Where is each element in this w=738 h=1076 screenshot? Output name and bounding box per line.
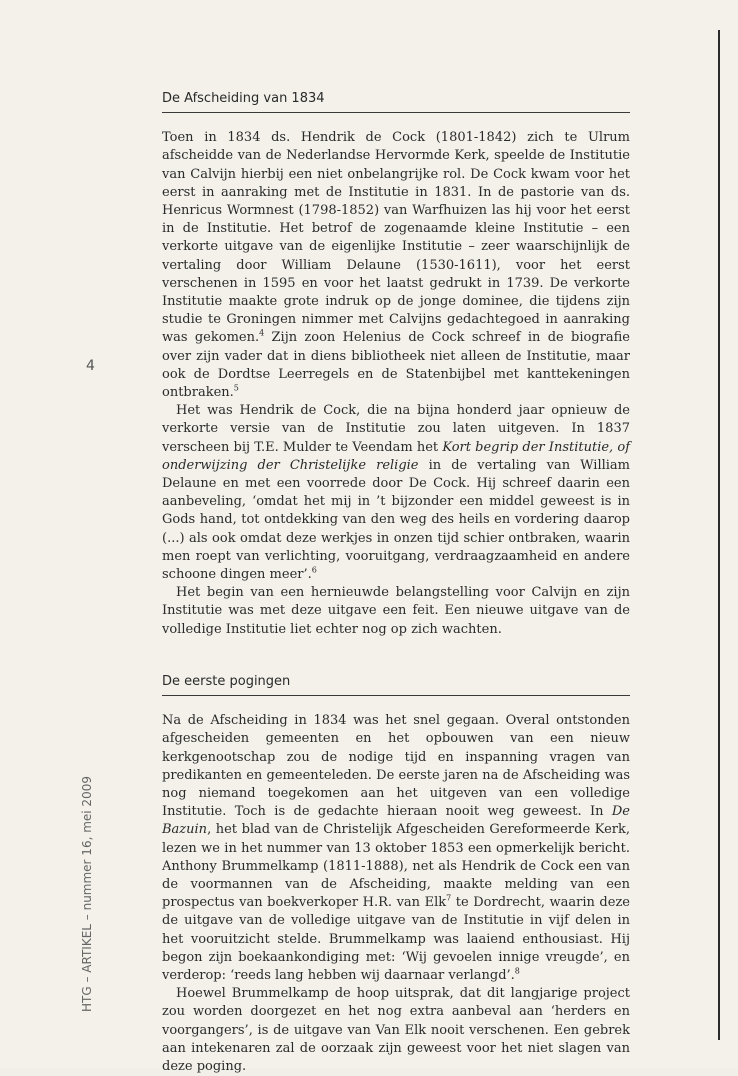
paragraph (162, 712, 630, 985)
book-title: Kort begrip der Institutie, of onderwijzing der Christelijke religie (162, 439, 631, 473)
paragraph-text: Na de Afscheiding in 1834 was het snel gegaan. Overal ontstonden afgescheiden gemeenten en het opbouwen van een nieuw kerkgenootschap zou de nodige tijd en inspanning vragen van predikanten en gemeenteleden. De eerste jaren na de Afscheiding was nog niemand toegekomen aan het uitgeven van een volledige Institutie. Toch is de gedachte hieraan nooit weg geweest. In (162, 713, 630, 820)
paragraph: Hoewel Brummelkamp de hoop uitsprak, dat dit langjarige project zou worden doorgezet en het nog extra aanbeval aan ‘herders en voorgangers’, is de uitgave van Van Elk nooit verschenen. Een gebrek aan intekenaren zal de oorzaak zijn geweest voor het niet slagen van deze poging. (162, 986, 630, 1074)
periodical-title: De Bazuin (162, 804, 630, 838)
footnote-marker[interactable]: 7 (446, 893, 452, 903)
footnote-marker[interactable]: 6 (311, 565, 317, 575)
paragraph-text: Toen in 1834 ds. Hendrik de Cock (1801-1842) zich te Ulrum afscheidde van de Nederlandse Hervormde Kerk, speelde de Institutie van Calvijn hierbij een niet onbelangrijke rol. De Cock kwam voor het eerst in aanraking met de Institutie in 1831. In de pastorie van ds. Henricus Wormnest (1798-1852) van Warfhuizen las hij voor het eerst in de Institutie. Het betrof de zogenaamde kleine Institutie – een verkorte uitgave van de eigenlijke Institutie – zeer waarschijnlijk de vertaling door William Delaune (1530-1611), voor het eerst verschenen in 1595 en voor het laatst gedrukt in 1739. De verkorte Institutie maakte grote indruk op de jonge dominee, die tijdens zijn studie te Groningen nimmer met Calvijns gedachtegoed in aanraking was gekomen. (162, 130, 630, 346)
paragraph (162, 129, 630, 402)
running-head-container (80, 692, 108, 1012)
paragraph (162, 402, 630, 584)
page-edge-rule (718, 30, 720, 1040)
paragraph-text: in de vertaling van William Delaune en met een voorrede door De Cock. Hij schreef daarin een aanbeveling, ‘omdat het mij in ’t bijzonder een middel geweest is in Gods hand, tot ontdekking van den weg des heils en vordering daarop (...) als ook omdat deze werkjes in onzen tijd schier ontbraken, waarin men roept van verlichting, vooruitgang, verdraagzaamheid en andere schoone dingen meer’. (162, 457, 630, 583)
paragraph-text: te Dordrecht, waarin deze de uitgave van de volledige uitgave van de Institutie in vijf delen in het vooruitzicht stelde. Brummelkamp was laaiend enthousiast. Hij begon zijn boekaankondiging met: ‘Wij gevoelen innige vreugde’, en verderop: ‘reeds lang hebben wij daarnaar verlangd’. (162, 895, 630, 983)
paragraph-text: , het blad van de Christelijk Afgescheiden Gereformeerde Kerk, lezen we in het nummer van 13 oktober 1853 een opmerkelijk bericht. Anthony Brummelkamp (1811-1888), net als Hendrik de Cock een van de voormannen van de Afscheiding, maakte melding van een prospectus van boekverkoper H.R. van Elk (162, 822, 630, 911)
footnote-marker[interactable]: 8 (514, 966, 520, 976)
section-heading-eerste-pogingen: De eerste pogingen (162, 673, 630, 696)
paragraph: Het begin van een hernieuwde belangstelling voor Calvijn en zijn Institutie was met deze uitgave een feit. Een nieuwe uitgave van de volledige Institutie liet echter nog op zich wachten. (162, 585, 630, 637)
footnote-marker[interactable]: 4 (259, 329, 265, 339)
section-heading-afscheiding: De Afscheiding van 1834 (162, 90, 630, 113)
paragraph-text: Het was Hendrik de Cock, die na bijna honderd jaar opnieuw de verkorte versie van de Institutie zou laten uitgeven. In 1837 verscheen bij T.E. Mulder te Veendam het (162, 403, 630, 455)
page-number: 4 (86, 358, 95, 374)
paragraph-text: Zijn zoon Helenius de Cock schreef in de biografie over zijn vader dat in diens bibliotheek niet alleen de Institutie, maar ook de Dordtse Leerregels en de Statenbijbel met kanttekeningen ontbraken. (162, 330, 630, 401)
footnote-marker[interactable]: 5 (233, 383, 239, 393)
running-head: HTG – ARTIKEL – nummer 16, mei 2009 (80, 776, 94, 1012)
article-body (162, 90, 630, 1076)
